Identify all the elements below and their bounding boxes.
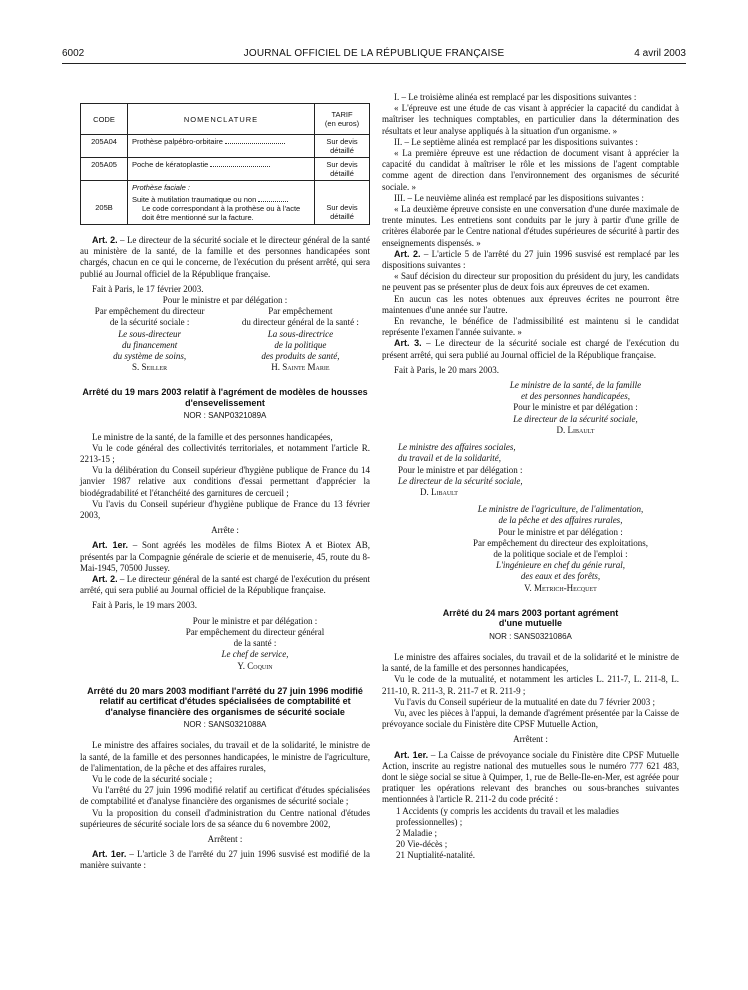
table-row: 205A05 Poche de kératoplastie Sur devis détaillé (81, 158, 370, 181)
col-code-header: CODE (81, 104, 128, 135)
branch-list (382, 806, 679, 862)
col-nomenclature-header: NOMENCLATURE (128, 104, 315, 135)
nor-reference: NOR : SANS0321086A (489, 631, 572, 641)
journal-title: JOURNAL OFFICIEL DE LA RÉPUBLIQUE FRANÇAISE (243, 48, 505, 59)
issue-date: 4 avril 2003 (634, 48, 686, 59)
signature-block: Le ministre des affaires sociales, du travail et de la solidarité, Pour le ministre et par délégation : Le directeur de la sécurité sociale, D. Libault (398, 442, 523, 497)
signature-block: Pour le ministre et par délégation : Par empêchement du directeur général de la santé : Le chef de service, Y. Coquin (185, 615, 325, 671)
decree-title: Arrêté du 20 mars 2003 modifiant l'arrêté du 27 juin 1996 modifié relatif au certificat d'études spécialisées de comptabilité et d'analyse financière des organismes de sécurité sociale (87, 685, 363, 717)
signature-block: Le ministre de l'agriculture, de l'alimentation, de la pêche et des affaires rurales, Pour le ministre et par délégation : Par empêchement du directeur des exploitations, de la politique sociale et de l'emploi : L'ingénieure en chef du génie rural, des eaux et des forêts, V. Metrich-Hecquet (473, 504, 648, 593)
nomenclature-table (80, 103, 370, 225)
table-row: 205B Prothèse faciale : Suite à mutilation traumatique ou non Le code correspondant à la prothèse ou à l'acte doit être mentionné sur la facture. Sur devis détaillé (81, 181, 370, 225)
decree-title: Arrêté du 19 mars 2003 relatif à l'agrément de modèles de housses d'ensevelissement (82, 387, 368, 408)
left-column: CODE NOMENCLATURE TARIF (en euros) 205A04 Prothèse palpébro-orbitaire Sur devis détaillé 205A05 Poche de kératoplastie Sur devis détaillé 205B Prothèse faciale : Suite à mutilation traumatique ou non Le code correspondant à la prothèse ou à l'acte doit être mentionné sur la facture. Sur devis détaillé Art. 2. – Le directeur de la sécurité sociale et le directeur général de la santé au ministère de la santé, de la famille et des personnes handicapées sont chargés, chacun en ce qui le concerne, de l'exécution du présent arrêté, qui sera publié au Journal officiel de la République française. Fait à Paris, le 17 février 2003. Pour le ministre et par délégation : Par empêchement du directeur de la sécurité sociale : Le sous-directeur du financement du système de soins, S. Seiller Par empêchement du directeur général de la santé : La sous-directrice de la politique des produits de santé, H. Sainte Marie Arrêté du 19 mars 2003 relatif à l'agrément de modèles de housses d'ensevelissement NOR : SANP0321089A Le ministre de la santé, de la famille et des personnes handicapées, Vu le code général des collectivités territoriales, et notamment l'article R. 2213-15 ; Vu la délibération du Conseil supérieur d'hygiène publique de France du 14 janvier 1987 relative aux conditions d'essai permettant d'apprécier la biodégradabilité et l'étanchéité des garnitures de cercueil ; Vu l'avis du Conseil supérieur d'hygiène publique de France du 13 février 2003, Arrête : Art. 1er. – Sont agréés les modèles de films Biotex A et Biotex AB, présentés par la Compagnie générale de scierie et de menuiserie, 45, route du 8-Mai-1945, 70500 Jussey. Art. 2. – Le directeur général de la santé est chargé de l'exécution du présent arrêté, qui sera publié au Journal officiel de la République française. Fait à Paris, le 19 mars 2003. Pour le ministre et par délégation : Par empêchement du directeur général de la santé : Le chef de service, Y. Coquin Arrêté du 20 mars 2003 modifiant l'arrêté du 27 juin 1996 modifié relatif au certificat d'études spécialisées de comptabilité et d'analyse financière des organismes de sécurité sociale NOR : SANS0321088A Le ministre des affaires sociales, du travail et de la solidarité, le ministre de la santé, de la famille et des personnes handicapées, le ministre de l'agriculture, de l'alimentation, de la pêche et des affaires rurales, Vu le code de la sécurité sociale ; Vu l'arrêté du 27 juin 1996 modifié relatif au certificat d'études spécialisées de comptabilité et d'analyse financière des organismes de sécurité sociale ; Vu la proposition du conseil d'administration du Centre national d'études supérieures de sécurité sociale lors de sa séance du 6 novembre 2002, Arrêtent : Art. 1er. – L'article 3 de l'arrêté du 27 juin 1996 susvisé est modifié de la manière suivante : (80, 103, 370, 872)
decree-title: Arrêté du 24 mars 2003 portant agrément d'une mutuelle (442, 607, 619, 629)
list-item: 20 Vie-décès ; (396, 839, 448, 850)
table-row: 205A04 Prothèse palpébro-orbitaire Sur devis détaillé (81, 135, 370, 158)
right-column: I. – Le troisième alinéa est remplacé par les dispositions suivantes : « L'épreuve est une étude de cas visant à apprécier la capacité du candidat à maîtriser les techniques comptables, en particulier dans la détermination des résultats et leur analyse appliqués à la situation d'un organisme. » II. – Le septième alinéa est remplacé par les dispositions suivantes : « La première épreuve est une rédaction de document visant à apprécier la capacité du candidat à maîtriser le rôle et les missions de l'agent comptable comme agent de direction dans l'environnement des organismes de sécurité sociale. » III. – Le neuvième alinéa est remplacé par les dispositions suivantes : « La deuxième épreuve consiste en une conversation d'une durée maximale de trente minutes. Les entretiens sont conduits par le jury à partir d'une grille de critères élaborée par le Centre national d'études supérieures de sécurité à partir des enseignements dispensés. » Art. 2. – L'article 5 de l'arrêté du 27 juin 1996 susvisé est remplacé par les dispositions suivantes : « Sauf décision du directeur sur proposition du président du jury, les candidats ne peuvent pas se présenter plus de deux fois aux épreuves de cet examen. En aucun cas les notes obtenues aux épreuves écrites ne pourront être maintenues d'une année sur l'autre. En revanche, le bénéfice de l'admissibilité est maintenu si le candidat représente l'examen l'année suivante. » Art. 3. – Le directeur de la sécurité sociale est chargé de l'exécution du présent arrêté, qui sera publié au Journal officiel de la République française. Fait à Paris, le 20 mars 2003. Le ministre de la santé, de la famille et des personnes handicapées, Pour le ministre et par délégation : Le directeur de la sécurité sociale, D. Libault Le ministre des affaires sociales, du travail et de la solidarité, Pour le ministre et par délégation : Le directeur de la sécurité sociale, D. Libault Le ministre de l'agriculture, de l'alimentation, de la pêche et des affaires rurales, Pour le ministre et par délégation : Par empêchement du directeur des exploitations, de la politique sociale et de l'emploi : L'ingénieure en chef du génie rural, des eaux et des forêts, V. Metrich-Hecquet Arrêté du 24 mars 2003 portant agrément d'une mutuelle NOR : SANS0321086A Le ministre des affaires sociales, du travail et de la solidarité et le ministre de la santé, de la famille et des personnes handicapées, Vu le code de la mutualité, et notamment les articles L. 211-7, L. 211-8, L. 211-10, R. 211-3, R. 211-7 et R. 211-9 ; Vu l'avis du Conseil supérieur de la mutualité en date du 7 février 2003 ; Vu, avec les pièces à l'appui, la demande d'agrément présentée par la Caisse de prévoyance sociale du Finistère dite CPSF Mutuelle Action, Arrêtent : Art. 1er. – La Caisse de prévoyance sociale du Finistère dite CPSF Mutuelle Action, inscrite au registre national des mutuelles sous le numéro 777 621 483, dont le siège social se situe à Quimper, 1, rue de Belle-Ile-en-Mer, est agréée pour pratiquer les opérations relevant des branches ou sous-branches suivantes mentionnées à l'article R. 211-2 du code précité : 1 Accidents (y compris les accidents du travail et les maladies professionnelles) ; 2 Maladie ; 20 Vie-décès ; 21 Nuptialité-natalité. (382, 92, 679, 861)
signature-block: Par empêchement du directeur de la sécurité sociale : Le sous-directeur du financement du système de soins, S. Seiller Par empêchement du directeur général de la santé : La sous-directrice de la politique des produits de santé, H. Sainte Marie (94, 306, 359, 373)
page-number: 6002 (62, 48, 85, 59)
list-item: 2 Maladie ; (396, 827, 437, 838)
col-tarif-header: TARIF (en euros) (315, 104, 370, 135)
signature-block: Le ministre de la santé, de la famille et des personnes handicapées, Pour le ministre et par délégation : Le directeur de la sécurité sociale, D. Libault (509, 380, 642, 435)
nor-reference: NOR : SANP0321089A (183, 411, 267, 421)
header-rule (62, 63, 686, 64)
nor-reference: NOR : SANS0321088A (183, 720, 267, 730)
page-header (62, 48, 686, 64)
list-item: 21 Nuptialité-natalité. (396, 850, 475, 861)
list-item: 1 Accidents (y compris les accidents du travail et les maladies professionnelles) ; (396, 805, 619, 827)
